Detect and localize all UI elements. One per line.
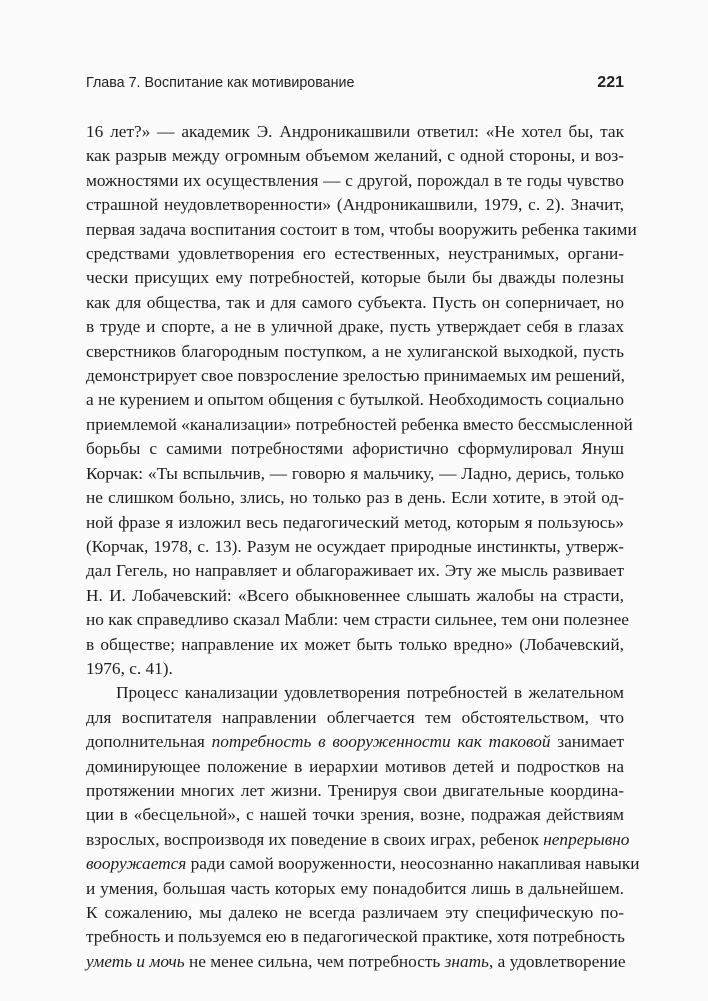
text-segment: сверстников благородным поступком, а не хулиганской выходкой, пусть [86,341,624,361]
text-segment: Корчак: «Ты вспыльчив, — говорю я мальчику, — Ладно, дерись, только [86,463,624,483]
text-line [86,413,633,437]
text-line [86,242,624,266]
text-line [86,486,624,510]
text-line [86,803,624,827]
text-segment: средствами удовлетворения его естественных, неустранимых, органи- [86,244,624,264]
text-segment: требность и пользуемся ею в педагогической практике, хотя потребность [86,927,625,947]
text-segment: первая задача воспитания состоит в том, чтобы вооружить ребенка такими [86,219,637,239]
text-line [86,364,624,388]
text-line [86,340,624,364]
text-segment: в труде и спорте, а не в уличной драке, пусть утверждает себя в глазах [86,317,624,337]
chapter-title: Глава 7. Воспитание как мотивирование [86,75,355,91]
text-line [86,755,624,779]
text-line [86,608,629,632]
text-line [86,657,624,681]
text-segment: для воспитателя направлении облегчается тем обстоятельством, что [86,707,624,727]
text-line [86,462,624,486]
text-line [86,559,624,583]
text-segment: вооружается [86,854,187,874]
text-line [86,584,624,608]
text-line [86,291,624,315]
text-line [86,925,624,949]
text-segment: дал Гегель, но направляет и облагораживает их. Эту же мысль развивает [86,561,624,581]
text-line [86,706,624,730]
text-line [86,437,624,461]
text-segment: как для общества, так и для самого субъекта. Пусть он соперничает, но [86,292,624,312]
text-segment: а не курением и опытом общения с бутылкой. Необходимость социально [86,390,624,410]
text-line [86,779,624,803]
text-segment: в обществе; направление их может быть только вредно» (Лобачевский, [86,634,624,654]
text-line [86,730,624,754]
text-line [86,535,624,559]
text-segment: демонстрирует свое повзросление зрелостью принимаемых им решений, [86,366,625,386]
text-segment: не слишком больно, злись, но только раз в день. Если хотите, в этой од- [86,488,624,508]
text-segment: К сожалению, мы далеко не всегда различаем эту специфическую по- [86,903,624,922]
text-line [86,266,624,290]
text-segment: 1976, с. 41). [86,658,173,678]
text-segment: страшной неудовлетворенности» (Андроникашвили, 1979, с. 2). Значит, [86,195,624,215]
text-segment: взрослых, воспроизводя их поведение в своих играх, ребенок [86,829,544,849]
text-segment: как разрыв между огромным объемом желаний, с одной стороны, и воз- [86,146,624,166]
text-segment: знать [444,951,489,971]
text-line [86,315,624,339]
text-line [86,144,624,168]
text-segment: ной фразе я изложил весь педагогический метод, которым я пользуюсь» [86,512,624,532]
text-segment: борьбы с самими потребностями афористично сформулировал Януш [86,439,624,459]
text-line [86,950,624,974]
text-segment: Процесс канализации удовлетворения потребностей в желательном [116,683,624,703]
text-line [86,877,624,901]
text-segment: потребность в вооруженности как таковой [211,732,551,752]
text-segment: , а удовлетворение [488,951,626,971]
text-line [86,681,624,705]
body-text [86,120,640,974]
text-segment: уметь и мочь [86,951,185,971]
text-segment: непрерывно [543,829,630,849]
text-segment: приемлемой «канализации» потребностей ребенка вместо бессмысленной [86,414,633,434]
text-segment: доминирующее положение в иерархии мотивов детей и подростков на [86,756,624,776]
text-line [86,828,630,852]
text-line [86,901,624,925]
text-line [86,218,637,242]
text-line [86,388,624,412]
text-line [86,193,624,217]
text-segment: ради самой вооруженности, неосознанно накапливая навыки [186,854,640,874]
text-segment: (Корчак, 1978, с. 13). Разум не осуждает природные инстинкты, утверж- [86,536,624,556]
text-line [86,633,624,657]
text-line [86,169,624,193]
text-segment: можностями их осуществления — с другой, порождал в те годы чувство [86,170,624,190]
page-number: 221 [597,74,624,91]
text-segment: протяжении многих лет жизни. Тренируя свои двигательные координа- [86,780,624,800]
text-line [86,852,640,876]
text-segment: занимает [550,732,624,752]
text-segment: 16 лет?» — академик Э. Андроникашвили ответил: «Не хотел бы, так [86,122,624,141]
running-header [86,74,624,92]
text-segment: чески присущих ему потребностей, которые были бы дважды полезны [86,268,624,288]
text-line [86,120,624,144]
text-line [86,511,624,535]
text-segment: но как справедливо сказал Мабли: чем страсти сильнее, тем они полезнее [86,610,629,630]
text-segment: и умения, большая часть которых ему понадобится лишь в дальнейшем. [86,878,624,898]
text-segment: ции в «бесцельной», с нашей точки зрения, возне, подражая действиям [86,805,624,825]
text-segment: Н. И. Лобачевский: «Всего обыкновеннее слышать жалобы на страсти, [86,585,624,605]
text-segment: не менее сильна, чем потребность [184,951,445,971]
text-segment: дополнительная [86,732,212,752]
